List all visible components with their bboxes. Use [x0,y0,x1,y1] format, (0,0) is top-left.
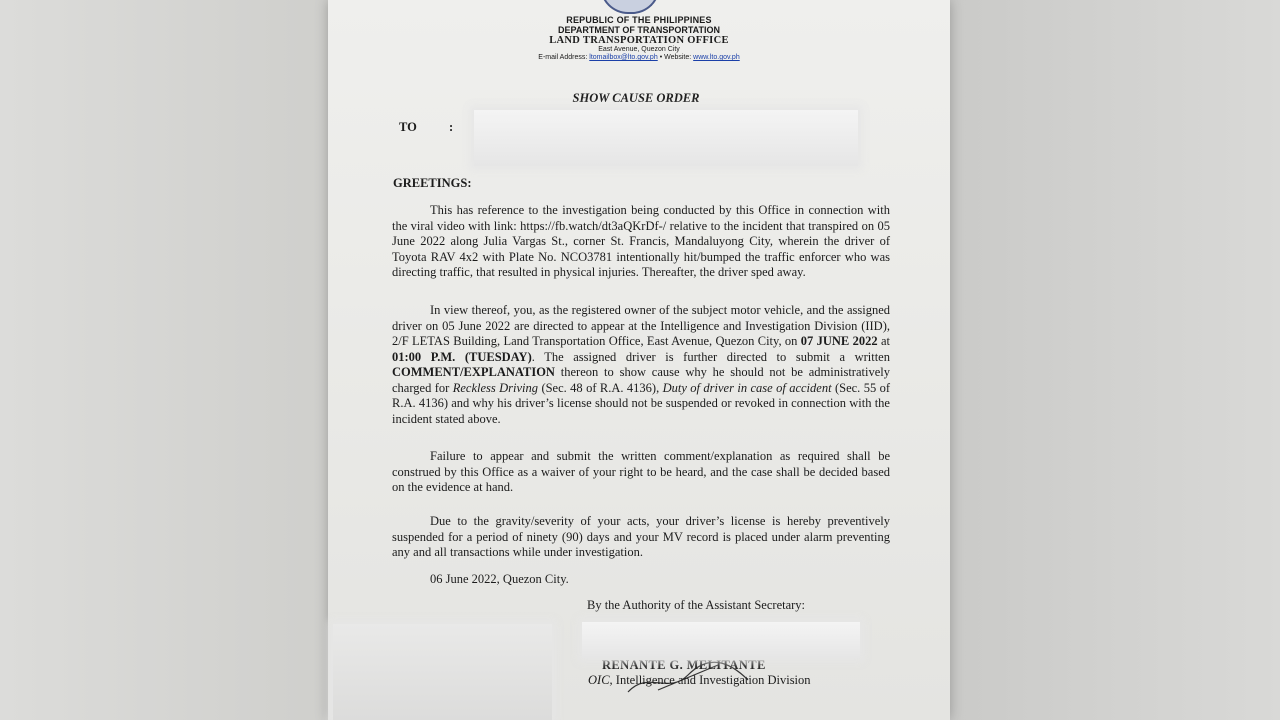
to-colon: : [449,120,454,134]
email-link[interactable]: ltomailbox@lto.gov.ph [589,54,658,61]
header-contact [328,54,950,61]
directive-text: at [877,334,890,348]
greeting: GREETINGS: [393,176,472,190]
hearing-date: 07 JUNE 2022 [800,334,878,348]
redacted-stamp [333,624,552,720]
website-link[interactable]: www.lto.gov.ph [693,54,740,61]
bullet-separator: • [659,54,663,61]
authority-line: By the Authority of the Assistant Secretary: [587,598,806,612]
background-right [950,0,1280,720]
paragraph-directive [392,303,890,427]
directive-text: (Sec. 55 of R.A. 4136) and why his driver’s license should not be suspended or revoked in connection with the incident stated above. [392,380,891,426]
header-office: LAND TRANSPORTATION OFFICE [549,35,729,46]
directive-text: In view thereof, you, as the registered owner of the subject motor vehicle, and the assigned driver on 05 June 2022 are directed to appear at the Intelligence and Investigation Division (IID), 2/F LETAS Building, Land Transportation Office, East Avenue, Quezon City, on [392,303,890,348]
charge-duty-of-driver: Duty of driver in case of accident [662,380,832,395]
redacted-recipient [474,110,858,166]
charge-reckless-driving: Reckless Driving [452,380,539,395]
website-label: Website: [664,54,692,61]
directive-text: thereon to show cause why he should not be administratively charged for [392,365,890,395]
position-prefix: OIC, [588,673,616,687]
to-label: TO [399,120,417,134]
signatory-name: RENANTE G. MELITANTE [602,658,766,672]
comment-explanation: COMMENT/EXPLANATION [392,365,555,379]
position-division: Intelligence and Investigation Division [615,673,811,687]
header-republic: REPUBLIC OF THE PHILIPPINES [566,15,712,25]
document-page [328,0,950,720]
email-label: E-mail Address: [538,54,588,61]
date-line: 06 June 2022, Quezon City. [430,572,569,586]
directive-text: . The assigned driver is further directed to submit a written [531,349,890,364]
background-left [0,0,328,720]
paragraph-reference: This has reference to the investigation being conducted by this Office in connection with the viral video with link: https://fb.watch/dt3aQKrDf-/ relative to the incident that transpired on 05 June 2022 along Julia Vargas St., corner St. Francis, Mandaluyong City, wherein the driver of Toyota RAV 4x2 with Plate No. NCO3781 intentionally hit/bumped the traffic enforcer who was directing traffic, that resulted in physical injuries. Thereafter, the driver sped away. [392,203,890,279]
paragraph-failure: Failure to appear and submit the written comment/explanation as required shall be construed by this Office as a waiver of your right to be heard, and the case shall be decided based on the evidence at hand. [392,449,890,494]
header-department: DEPARTMENT OF TRANSPORTATION [558,25,720,35]
header-address: East Avenue, Quezon City [598,46,680,53]
hearing-time: 01:00 P.M. (TUESDAY) [392,349,532,364]
directive-text: (Sec. 48 of R.A. 4136), [538,380,663,395]
paragraph-suspension: Due to the gravity/severity of your acts, your driver’s license is hereby preventively suspended for a period of ninety (90) days and your MV record is placed under alarm preventing any and all transactions while under investigation. [392,514,890,559]
document-title: SHOW CAUSE ORDER [572,91,700,105]
lto-seal-icon [600,0,660,14]
redacted-signature [582,622,860,658]
signatory-position [588,673,811,688]
